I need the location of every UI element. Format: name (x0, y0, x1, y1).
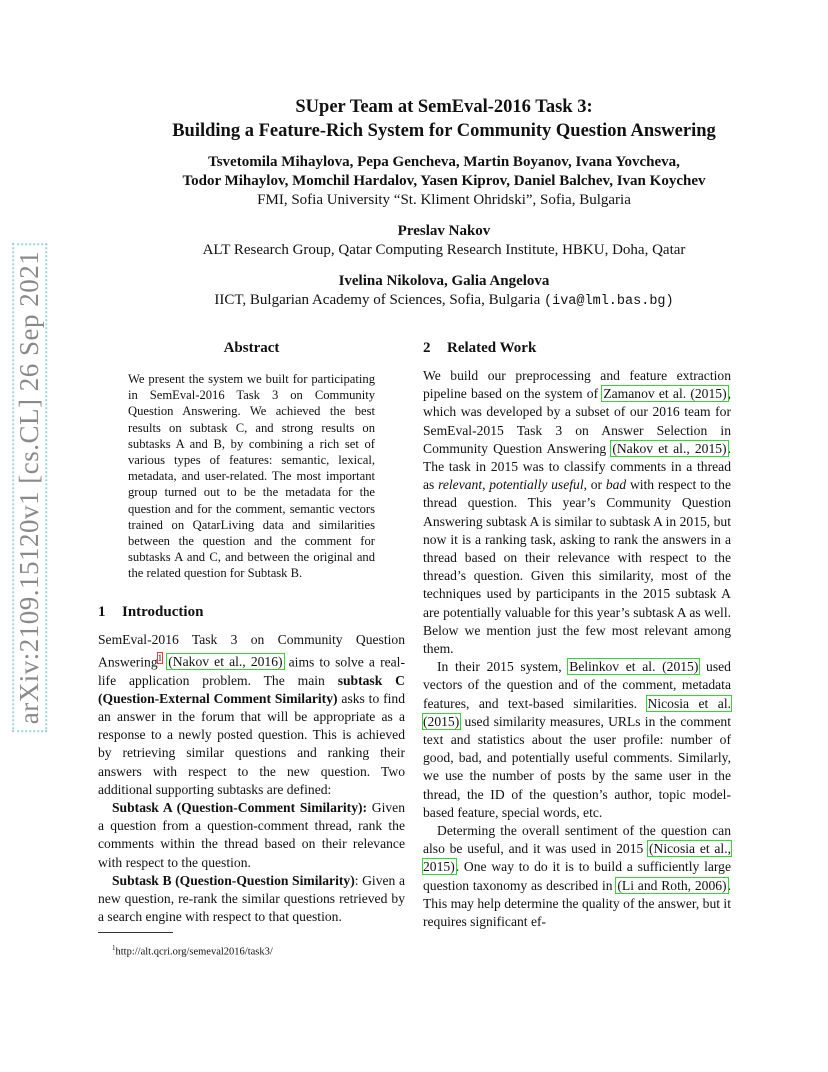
footnote: $^1$http://alt.qcri.org/semeval2016/task3/ (112, 944, 273, 958)
citation-link[interactable]: Nicosia et al. (2015) (423, 695, 732, 729)
citation-link[interactable]: (Nicosia et al., 2015) (423, 841, 731, 875)
author-iict: Ivelina Nikolova, Galia Angelova (338, 273, 550, 289)
citation-link[interactable]: Belinkov et al. (2015) (569, 659, 699, 675)
author-list: Tsvetomila Mihaylova, Pepa Gencheva, Martin Boyanov, Ivana Yovcheva, Todor Mihaylov, Momchil Hardalov, Yasen Kiprov, Daniel Balchev, Ivan Koychev (182, 154, 706, 189)
related-paragraph-3: Determing the overall sentiment of the question can also be useful, and it was used in 2015 (Nicosia et al., 2015). One way to do it is to build a sufficiently large question taxonomy as described in (Li and Roth, 2006). This may help determine the quality of the answer, but it requires significant ef- (423, 823, 731, 930)
related-paragraph-2: In their 2015 system, Belinkov et al. (2015) used vectors of the question and of the comment, metadata features, and text-based similarities. Nicosia et al. (2015) used similarity measures, URLs in the comment text and statistics about the user profile: number of good, bad, and potentially useful comments. Similarly, we use the number of posts by the same user in the thread, the ID of the question’s author, topic model-based feature, special words, etc. (423, 659, 732, 820)
affiliation-fmi: FMI, Sofia University “St. Kliment Ohridski”, Sofia, Bulgaria (257, 192, 631, 208)
arxiv-stamp (14, 250, 45, 725)
affiliation-qcri: ALT Research Group, Qatar Computing Research Institute, HBKU, Doha, Qatar (202, 242, 686, 258)
author-nakov: Preslav Nakov (397, 223, 491, 239)
citation-link[interactable]: (Nakov et al., 2015) (612, 440, 727, 456)
citation-link[interactable]: (Li and Roth, 2006) (617, 877, 727, 893)
footnote-url[interactable]: http://alt.qcri.org/semeval2016/task3/ (115, 946, 273, 958)
intro-paragraph: SemEval-2016 Task 3 on Community Question Answering$^1$ (Nakov et al., 2016) aims to solve a real-life application problem. The main subtask C (Question-External Comment Similarity) asks to find an answer in the forum that will be appropriate as a response to a newly posted question. This is achieved by retrieving similar questions and ranking their answers with respect to the new question. Two additional supporting subtasks are defined: (98, 631, 406, 797)
subtask-a-paragraph: Subtask A (Question-Comment Similarity): Given a question from a question-comment thread, rank the comments within the thread based on their relevance with respect to the question. (98, 800, 405, 870)
subtask-b-paragraph: Subtask B (Question-Question Similarity): Given a new question, re-rank the similar questions retrieved by a search engine with respect to that question. (98, 872, 405, 925)
citation-link[interactable]: (Nakov et al., 2016) (168, 654, 283, 670)
arxiv-id: arXiv:2109.15120v1 [cs.CL] 26 Sep 2021 (13, 243, 48, 732)
footnote-link[interactable]: 1 (157, 652, 163, 663)
abstract-text: We present the system we built for participating in SemEval-2016 Task 3 on Community Question Answering. We achieved the best results on subtask C, and strong results on subtasks A and B, by combining a rich set of various types of features: semantic, lexical, metadata, and user-related. The most important group turned out to be the metadata for the question and for the comment, semantic vectors trained on QatarLiving data and similarities between the question and the comment for subtasks A and C, and between the original and the related question for Subtask B. (128, 372, 375, 581)
right-column (423, 340, 731, 931)
contact-email: (iva@lml.bas.bg) (544, 294, 674, 309)
left-column (98, 340, 405, 960)
abstract-heading: Abstract (223, 340, 280, 356)
citation-link[interactable]: Zamanov et al. (2015) (603, 386, 727, 402)
section-related-work: 2 Related Work (423, 340, 537, 356)
related-paragraph-1: We build our preprocessing and feature extraction pipeline based on the system of Zamanov et al. (2015), which was developed by a subset of our 2016 team for SemEval-2015 Task 3 on Answer Selection in Community Question Answering (Nakov et al., 2015). The task in 2015 was to classify comments in a thread as relevant, potentially useful, or bad with respect to the thread question. This year’s Community Question Answering subtask A is similar to subtask A in 2015, but now it is a ranking task, asking to rank the answers in a thread based on their relevance with respect to the thread’s question. Given this similarity, most of the techniques used by participants in the 2015 subtask A are potentially valuable for this year’s subtask A as well. Below we mention just the few most relevant among them. (423, 368, 731, 657)
paper-title: SUper Team at SemEval-2016 Task 3: Building a Feature-Rich System for Community Question Answering (172, 97, 716, 141)
paper-header (100, 95, 788, 311)
affiliation-iict: IICT, Bulgarian Academy of Sciences, Sofia, Bulgaria (iva@lml.bas.bg) (214, 292, 674, 309)
section-introduction: 1 Introduction (98, 603, 204, 620)
footnote-rule (98, 932, 173, 933)
